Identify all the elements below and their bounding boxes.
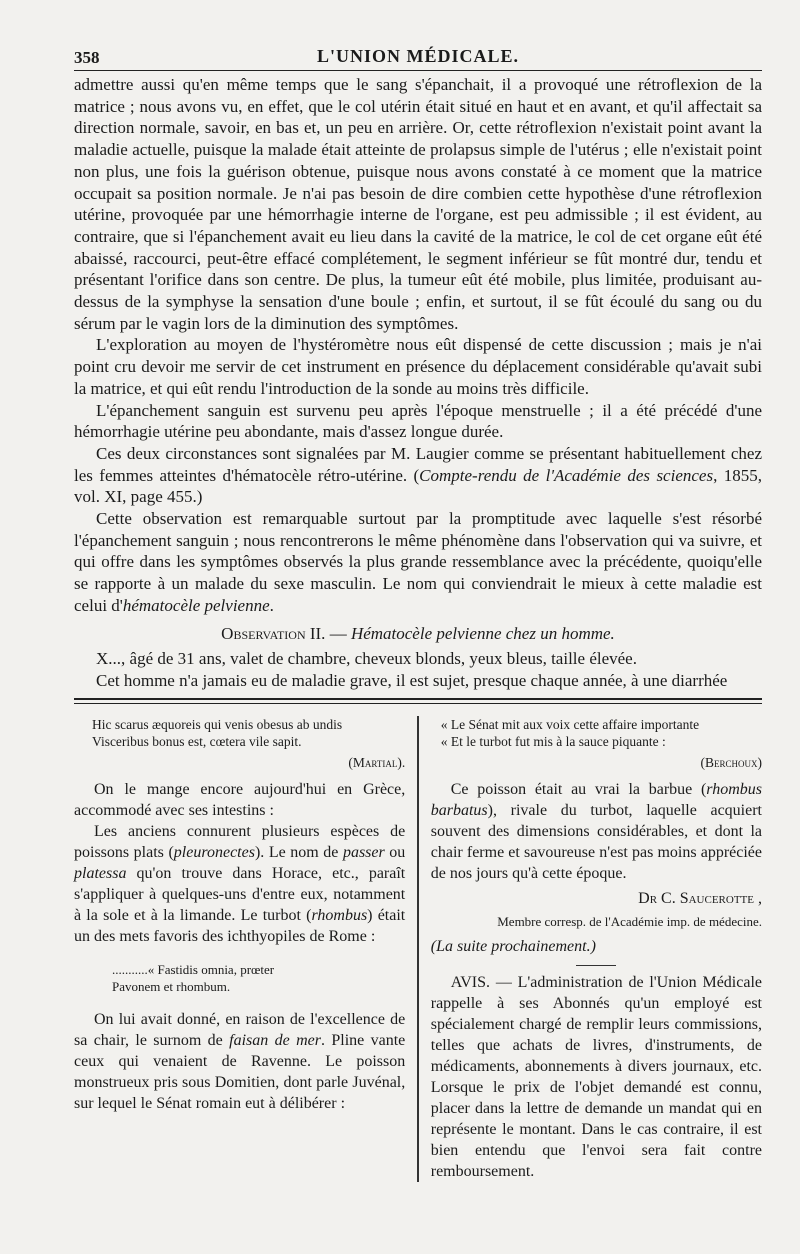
left-paragraph-2-h: rhombus [311,906,368,924]
left-paragraph-2-e: ou [384,843,406,861]
epigraph-author: (Martial). [348,754,406,770]
left-paragraph-3-a: On lui avait donné, en raison de l'excellence de sa chair, le surnom de [74,1010,406,1049]
page-number: 358 [74,48,100,67]
right-paragraph-1-a: Ce poisson était au vrai la barbue ( [450,780,707,798]
avis-text: — L'administration de l'Union Médicale rappelle à ses Abonnés qu'un employé est spécialement chargé de remplir leurs commissions, telles que achats de livres, d'instruments, de médicaments, abonnements à divers journaux, etc. Lorsque le prix de l'objet demandé est connu, placer dans la lettre de demande un mandat qui en représente le montant. Dans le cas contraire, il est bien entendu que l'envoi sera fait contre remboursement. [430,973,762,1180]
left-paragraph-3-c: . Pline vante ceux qui venaient de Ravenne. Le poisson monstrueux pris sous Domitien, dont parle Juvénal, sur lequel le Sénat romain eut à délibérer : [74,1031,406,1112]
paragraph-1: admettre aussi qu'en même temps que le sang s'épanchait, il a provoqué une rétroflexion de la matrice ; nous avons vu, en effet, que le col utérin était situé en haut et en avant, et qu'il affectait sa direction normale, savoir, en bas et, un peu en arrière. Or, cette rétroflexion n'existait point avant la maladie actuelle, puisque la malade était atteinte de prolapsus simple de l'utérus ; elle n'existait point non plus, une fois la guérison obtenue, puisque nous avons constaté à ce moment que la matrice occupait sa position normale. Je n'ai pas besoin de dire combien cette hypothèse d'une rétroflexion utérine, provoquée par une hémorrhagie interne de l'organe, est peu admissible ; il est évident, au contraire, que si l'épanchement avait eu lieu dans la cavité de la matrice, le col de cet organe eût été abaissé, raccourci, peut-être effacé complétement, le segment inférieur se fût montré dur, tendu et présentant l'orifice dans son centre. De plus, la tumeur eût été mobile, plus limitée, produisant au-dessus de la symphyse la sensation d'une boule ; enfin, et surtout, il se fût écoulé du sang ou du sérum par le vagin lors de la diminution des symptômes. [74,75,762,333]
paragraph-5-term: hématocèle pelvienne [122,595,270,615]
left-paragraph-2 [74,821,405,947]
right-paragraph-1 [431,779,762,884]
avis-label: AVIS. [450,973,491,991]
left-paragraph-2-f: platessa [74,864,127,882]
continuation-note [431,936,762,957]
short-rule [576,965,616,966]
observation-label: Observation II. [221,623,326,643]
running-head: L'UNION MÉDICALE. [316,46,520,66]
epigraph-line-2: Visceribus bonus est, cœtera vile sapit. [92,733,302,749]
left-paragraph-3 [74,1009,405,1114]
paragraph-5 [74,508,762,617]
paragraph-6: X..., âgé de 31 ans, valet de chambre, cheveux blonds, yeux bleus, taille élevée. [96,649,637,669]
paragraph-3: L'épanchement sanguin est survenu peu après l'époque menstruelle ; il a été précédé d'une hémorrhagie utérine peu abondante, mais d'assez longue durée. [74,400,762,442]
epigraph-line-1: Hic scarus æquoreis qui venis obesus ab undis [92,716,343,732]
feuilleton-rule [74,698,762,704]
horace-quote-line-1: ...........« Fastidis omnia, prœter [112,961,275,977]
paragraph-2: L'exploration au moyen de l'hystéromètre nous eût dispensé de cette discussion ; mais je n'ai point cru devoir me servir de cet instrument en présence du déplacement considérable qu'avait subi la matrice, et qui eût rendu l'introduction de la sonde au moins très difficile. [74,335,762,398]
feuilleton-right-column [419,716,762,1182]
left-paragraph-2-a: Les anciens connurent plusieurs espèces de poissons plats ( [74,822,406,861]
right-paragraph-1-b: rhombus barbatus [430,780,762,819]
continuation-note-text: (La suite prochainement.) [430,937,596,955]
berchoux-quote-line-2: « Et le turbot fut mis à la sauce piquante : [440,733,666,749]
epigraph [92,716,405,771]
horace-quote-line-2: Pavonem et rhombum. [112,978,231,994]
feuilleton [74,716,762,1182]
main-article [74,74,762,692]
berchoux-quote-author: (Berchoux) [700,754,762,770]
berchoux-quote-line-1: « Le Sénat mit aux voix cette affaire importante [440,716,700,732]
paragraph-4-end: , 1855, vol. XI, page 455.) [74,465,762,507]
left-paragraph-2-d: passer [342,843,385,861]
observation-dash: — [325,623,351,643]
berchoux-quote [441,716,762,771]
left-paragraph-2-c: ). Le nom de [254,843,343,861]
avis-notice [431,972,762,1182]
paragraph-4-text: Ces deux circonstances sont signalées par M. Laugier comme se présentant habituellement chez les femmes atteintes d'hématocèle rétro-utérine. ( [74,443,762,485]
right-paragraph-1-c: ), rivale du turbot, laquelle acquiert souvent des dimensions considérables, et dont la chair ferme et savoureuse n'est pas moins appréciée de nos jours qu'à cette époque. [430,801,762,882]
left-paragraph-1: On le mange encore aujourd'hui en Grèce, accommodé avec ses intestins : [74,780,406,819]
horace-quote [112,961,405,995]
left-paragraph-2-g: qu'on trouve dans Horace, etc., paraît s'appliquer à quelques-uns d'entre eux, notamment à la sole et à la limande. Le turbot ( [74,864,406,924]
paragraph-4-citation: Compte-rendu de l'Académie des sciences [419,465,714,485]
feuilleton-left-column [74,716,417,1182]
author-affiliation: Membre corresp. de l'Académie imp. de médecine. [497,913,762,929]
paragraph-5-end: . [269,595,274,615]
header-rule [74,70,762,71]
paragraph-4 [74,443,762,508]
paragraph-7: Cet homme n'a jamais eu de maladie grave, il est sujet, presque chaque année, à une diarrhée [96,670,728,690]
paragraph-5-text: Cette observation est remarquable surtout par la promptitude avec laquelle s'est résorbé l'épanchement sanguin ; nous rencontrerons le même phénomène dans l'observation qui va suivre, et qui offre dans les symptômes observés la plus grande ressemblance avec la précédente, quoiqu'elle se rapporte à un malade du sexe masculin. Le nom qui conviendrait le mieux à cette maladie est celui d' [74,509,762,615]
author-signature: Dr C. Saucerotte , [638,889,762,907]
left-paragraph-2-i: ) était un des mets favoris des ichthyopiles de Rome : [74,906,406,945]
left-paragraph-3-b: faisan de mer [229,1031,321,1049]
observation-heading [74,623,762,645]
page-header [74,0,762,74]
left-paragraph-2-b: pleuronectes [173,843,255,861]
observation-title: Hématocèle pelvienne chez un homme. [350,623,615,643]
